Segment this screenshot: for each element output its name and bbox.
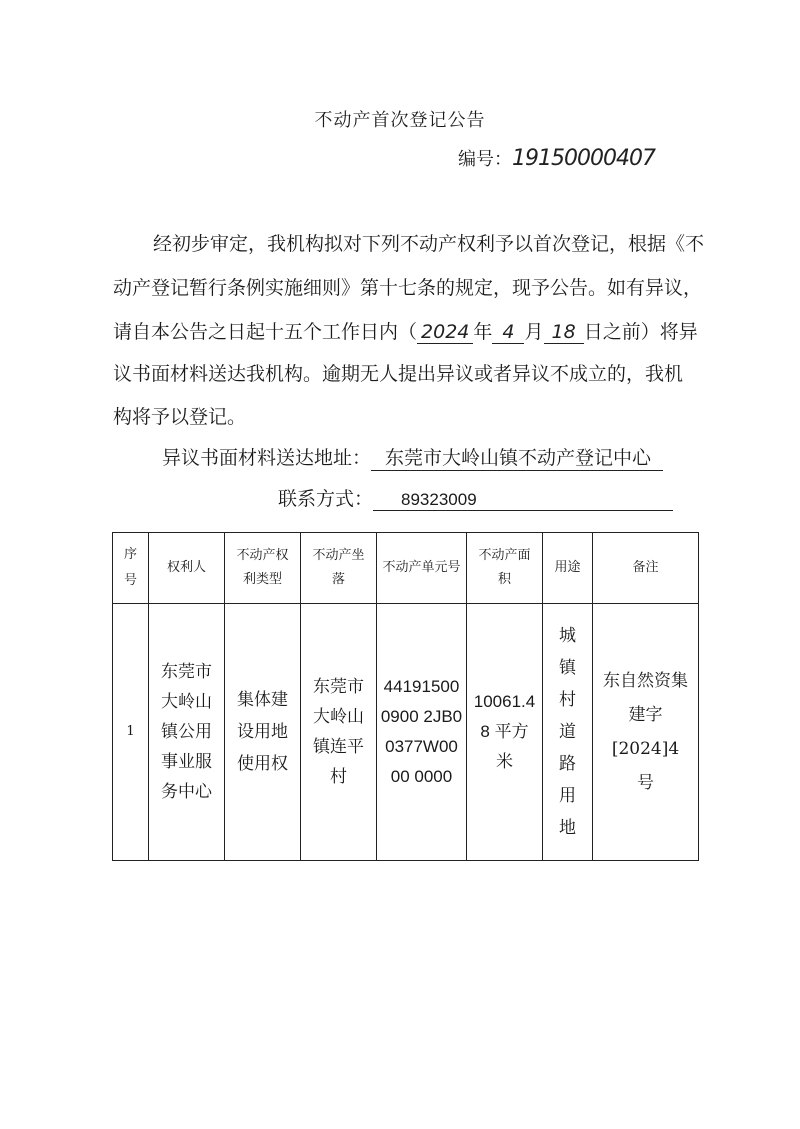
body-text: 动产登记暂行条例实施细则》第十七条的规定，现予公告。如有异议， <box>113 277 703 299</box>
header-unit-no: 不动产单元号 <box>377 533 467 604</box>
serial-label: 编号： <box>458 149 512 170</box>
deadline-month: 4 <box>492 321 524 344</box>
header-location: 不动产坐落 <box>301 533 377 604</box>
header-right-type: 不动产权利类型 <box>225 533 301 604</box>
header-area: 不动产面积 <box>467 533 543 604</box>
body-line-2 <box>113 273 703 300</box>
cell-unit-no: 441915000900 2JB00377W0000 0000 <box>377 604 467 861</box>
body-text: 请自本公告之日起十五个工作日内（ <box>113 321 418 343</box>
body-text: 日之前）将异 <box>583 321 698 343</box>
body-text: 经初步审定，我机构拟对下列不动产权利予以首次登记，根据《不 <box>153 233 705 255</box>
contact-label: 联系方式： <box>278 488 374 510</box>
notice-title: 不动产首次登记公告 <box>314 110 486 131</box>
body-line-5 <box>113 402 689 429</box>
deadline-year: 2024 <box>417 321 473 344</box>
header-remark: 备注 <box>593 533 699 604</box>
cell-no: 1 <box>113 604 149 861</box>
header-usage: 用途 <box>543 533 593 604</box>
address-label: 异议书面材料送达地址： <box>162 447 372 469</box>
header-holder: 权利人 <box>149 533 225 604</box>
header-no: 序号 <box>113 533 149 604</box>
address-value: 东莞市大岭山镇不动产登记中心 <box>371 443 663 471</box>
body-text: 议书面材料送达我机构。逾期无人提出异议或者异议不成立的，我机 <box>113 363 684 385</box>
serial-value-handwritten: 19150000407 <box>512 146 655 171</box>
cell-location: 东莞市大岭山镇连平村 <box>301 604 377 861</box>
body-text: 构将予以登记。 <box>113 406 247 428</box>
month-suffix: 月 <box>524 321 544 343</box>
contact-value: 89323009 <box>373 490 673 511</box>
body-line-1 <box>113 229 705 256</box>
deadline-day: 18 <box>544 321 584 344</box>
cell-holder: 东莞市大岭山镇公用事业服务中心 <box>149 604 225 861</box>
table-row <box>113 604 699 861</box>
body-line-4 <box>113 359 689 386</box>
year-suffix: 年 <box>473 321 493 343</box>
cell-remark: 东自然资集建字[2024]4 号 <box>593 604 699 861</box>
objection-address <box>162 443 663 471</box>
serial-number <box>458 145 655 171</box>
cell-area: 10061.48 平方米 <box>467 604 543 861</box>
cell-usage: 城镇村道路用地 <box>543 604 593 861</box>
table-header-row <box>113 533 699 604</box>
contact-info <box>278 484 673 511</box>
registration-table <box>112 532 699 861</box>
body-line-3 <box>113 317 698 344</box>
cell-right-type: 集体建设用地使用权 <box>225 604 301 861</box>
